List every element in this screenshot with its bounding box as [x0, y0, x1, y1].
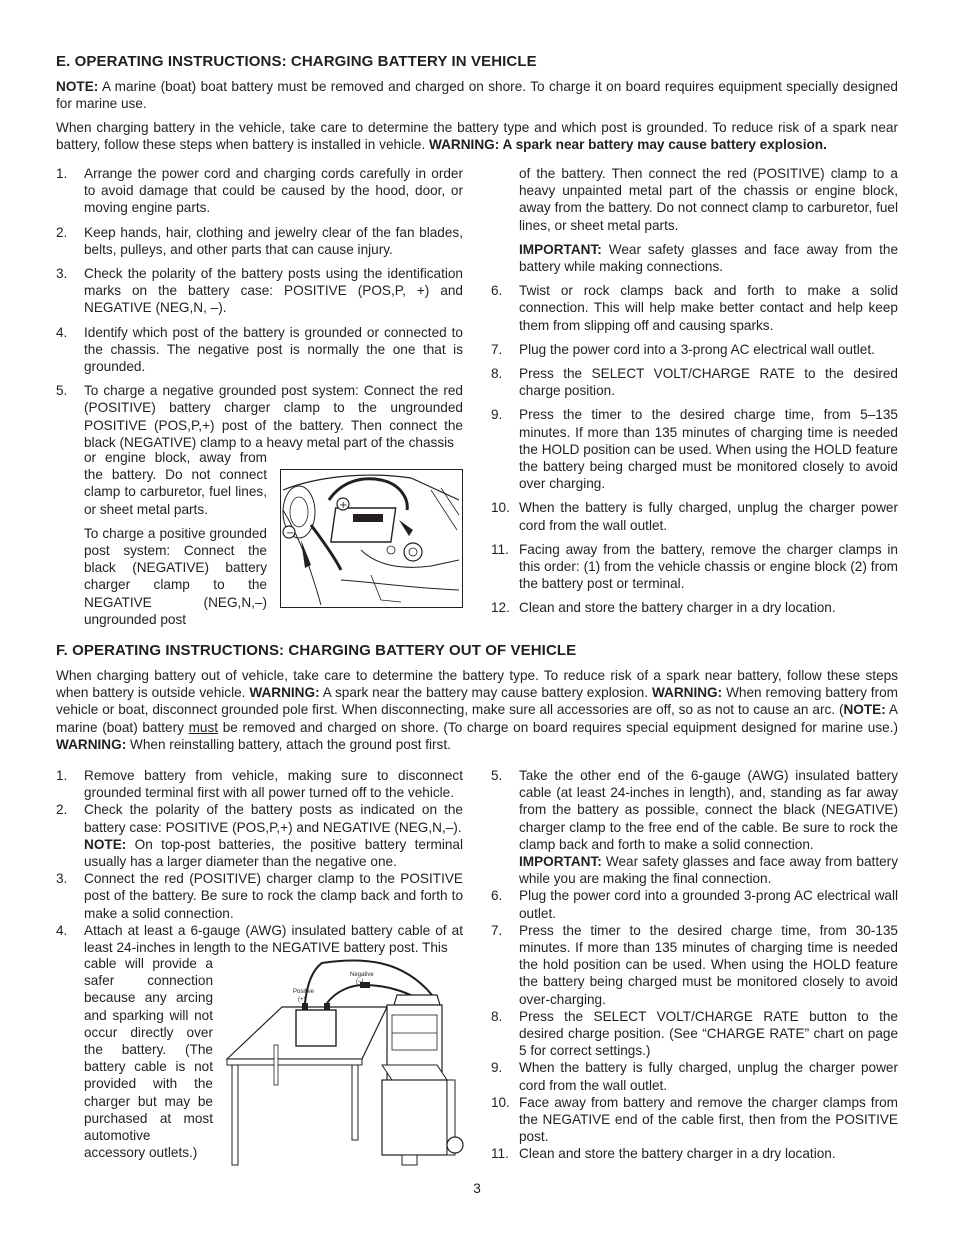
positive-ground-text: To charge a positive grounded post system: Connect the black (NEGATIVE) battery charger clamp to the NEGATIVE (NEG,N,–) ungrounded post [84, 525, 267, 627]
list-item: 11. Facing away from the battery, remove the charger clamps in this order: (1) from the vehicle chassis or engine block (2) from the battery post or terminal. [491, 541, 898, 592]
list-item: 5. To charge a negative grounded post system: Connect the red (POSITIVE) battery charger clamp to the ungrounded POSITIVE (POS,P,+) post of the battery. Then connect the black (NEGATIVE) clamp to a heavy metal part of the chassis [56, 383, 463, 450]
section-f-steps-right [491, 767, 898, 1163]
list-item: 9. Press the timer to the desired charge time, from 5–135 minutes. If more than 135 minutes of charging time is needed the HOLD position can be used. When using the HOLD feature the battery being charged must be monitored closely to avoid over charging. [491, 407, 898, 492]
positive-sign: (+) [298, 997, 306, 1003]
section-e-note [56, 78, 898, 112]
section-f-steps-left [56, 767, 463, 956]
list-item: 7. Press the timer to the desired charge time, from 30-135 minutes. If more than 135 minutes of charging time is needed the hold position can be used. When using the HOLD feature the battery being charged must be monitored closely to avoid over-charging. [491, 922, 898, 1007]
section-e-steps-left [56, 165, 463, 451]
svg-text:−: − [286, 528, 295, 539]
section-e-heading: E. OPERATING INSTRUCTIONS: CHARGING BATTERY IN VEHICLE [56, 53, 537, 70]
section-f-left-column [56, 767, 463, 956]
section-e-steps-right [491, 282, 898, 616]
bench-charging-figure [222, 955, 472, 1170]
list-item: 1. Arrange the power cord and charging cords carefully in order to avoid damage that could be caused by the hood, door, or moving engine parts. [56, 166, 463, 216]
list-item: 7. Plug the power cord into a 3-prong AC electrical wall outlet. [491, 341, 875, 357]
list-item: 12. Clean and store the battery charger in a dry location. [491, 600, 836, 616]
negative-label: Negative [350, 972, 374, 978]
step5-continuation: of the battery. Then connect the red (POSITIVE) clamp to a heavy unpainted metal part of the chassis or engine block, away from the battery. Do not connect clamp to carburetor, fuel lines, or sheet metal parts. [519, 166, 898, 233]
note-label: NOTE: [56, 79, 99, 94]
list-item: 11. Clean and store the battery charger in a dry location. [491, 1146, 836, 1162]
section-f-intro: When charging battery out of vehicle, take care to determine the battery type. To reduce risk of a spark near battery, follow these steps when battery is outside vehicle. WARNING: A spark near the battery may cause battery explosion. WARNING: When removing battery from vehicle or boat, disconnect grounded pole first. When disconnecting, make sure all accessories are off, so as not to cause an arc. (NOTE: A marine (boat) battery must be removed and charged on shore. (To charge on board requires special equipment designed for marine use.) WARNING: When reinstalling battery, attach the ground post first. [56, 668, 898, 752]
section-e-intro [56, 119, 898, 153]
section-e-left-column [56, 165, 463, 451]
list-item: 2. Check the polarity of the battery posts as indicated on the battery case: POSITIVE (POS,P,+) and NEGATIVE (NEG,N,–). NOTE: On top-post batteries, the positive battery terminal usually has a larger diameter than the negative one. [56, 802, 463, 870]
important-note: IMPORTANT: Wear safety glasses and face away from the battery while making connections. [519, 241, 898, 275]
list-item: 3. Check the polarity of the battery posts using the identification marks on the battery case: POSITIVE (POS,P, +) and NEGATIVE (NEG,N, –). [56, 266, 463, 316]
section-e-right-column [491, 165, 898, 617]
page-number: 3 [473, 1181, 481, 1196]
note-text: A marine (boat) boat battery must be removed and charged on shore. To charge it on board requires equipment specially designed for marine use. [56, 79, 898, 112]
list-item: 10. When the battery is fully charged, unplug the charger power cord from the wall outlet. [491, 500, 898, 533]
list-item: 2. Keep hands, hair, clothing and jewelry clear of the fan blades, belts, pulleys, and other parts that can cause injury. [56, 224, 463, 257]
engine-compartment-figure [280, 469, 463, 608]
positive-label: Positive [293, 989, 315, 995]
list-item: 1. Remove battery from vehicle, making sure to disconnect grounded terminal first with all power turned off to the vehicle. [56, 768, 463, 801]
list-item: 9. When the battery is fully charged, unplug the charger power cord from the wall outlet. [491, 1060, 898, 1093]
negative-sign: (–) [356, 979, 364, 985]
section-f-step4-wrap: cable will provide a safer connection because any arcing and sparking will not occur directly over the battery. (The battery cable is not provided with the charger but may be purchased at most automotive accessory outlets.) [84, 956, 213, 1161]
list-item: 4. Identify which post of the battery is grounded or connected to the chassis. The negative post is normally the one that is grounded. [56, 324, 463, 375]
intro-text: When charging battery in the vehicle, take care to determine the battery type and which post is grounded. To reduce risk of a spark near battery, follow these steps when battery is installed in vehicle. [56, 120, 898, 153]
section-f-heading: F. OPERATING INSTRUCTIONS: CHARGING BATTERY OUT OF VEHICLE [56, 642, 577, 659]
list-item: 5. Take the other end of the 6-gauge (AWG) insulated battery cable (at least 24-inches in length), and, standing as far away from the battery as possible, connect the black (NEGATIVE) charger clamp to the free end of the cable. Be sure to rock the clamp back and forth to make a solid connection. IMPORTANT: Wear safety glasses and face away from battery while you are making the final connection. [491, 768, 898, 887]
section-f-right-column [491, 767, 898, 1163]
list-item: 8. Press the SELECT VOLT/CHARGE RATE button to the desired charge position. (See “CHARGE RATE” chart on page 5 for correct settings.) [491, 1008, 898, 1059]
list-item: 4. Attach at least a 6-gauge (AWG) insulated battery cable of at least 24-inches in length to the NEGATIVE battery post. This [56, 922, 463, 956]
list-item: 10. Face away from battery and remove the charger clamps from the NEGATIVE end of the cable first, then from the POSITIVE post. [491, 1094, 898, 1145]
engine-battery-illustration [281, 470, 462, 607]
svg-text:+: + [339, 500, 348, 511]
list-item: 6. Twist or rock clamps back and forth to make a solid connection. This will help make better contact and help keep them from slipping off and causing sparks. [491, 283, 898, 333]
section-e-step5-wrap: or engine block, away from the battery. Do not connect clamp to carburetor, fuel lines, or sheet metal parts. To charge a positive grounded post system: Connect the black (NEGATIVE) battery charger clamp to the NEGATIVE (NEG,N,–) ungrounded post [84, 450, 267, 627]
list-item: 6. Plug the power cord into a grounded 3-prong AC electrical wall outlet. [491, 888, 898, 921]
list-item: 8. Press the SELECT VOLT/CHARGE RATE to the desired charge position. [491, 366, 898, 399]
list-item: 3. Connect the red (POSITIVE) charger clamp to the POSITIVE post of the battery. Be sure to rock the clamp back and forth to make a solid connection. [56, 871, 463, 921]
intro-warning: WARNING: A spark near battery may cause battery explosion. [429, 137, 827, 153]
